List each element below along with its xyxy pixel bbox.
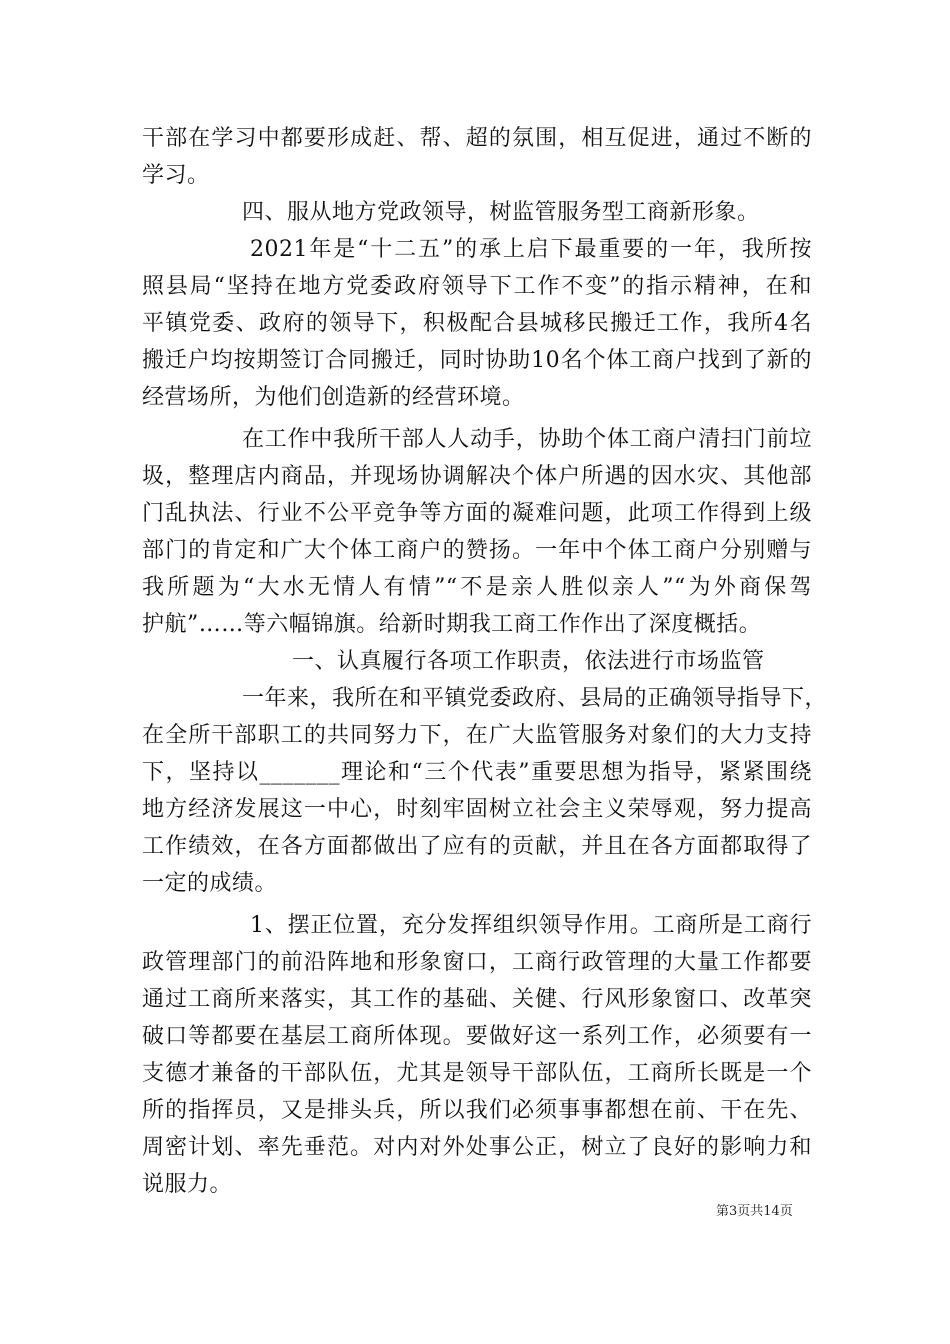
text-line: 工作绩效，在各方面都做出了应有的贡献，并且在各方面都取得了 [142,834,812,859]
text-line: 支德才兼备的干部队伍，尤其是领导干部队伍，工商所长既是一个 [142,1061,812,1086]
text-line: 平镇党委、政府的领导下，积极配合县城移民搬迁工作，我所4名 [142,311,812,336]
section-heading [142,194,812,231]
text-line: 门乱执法、行业不公平竞争等方面的凝难问题，此项工作得到上级 [142,501,812,526]
text-line: 地方经济发展这一中心，时刻牢固树立社会主义荣辱观，努力提高 [142,797,812,822]
text-line: 破口等都要在基层工商所体现。要做好这一系列工作，必须要有一 [142,1024,812,1049]
text-line: 一定的成绩。 [142,871,278,896]
text-line: 圾，整理店内商品，并现场协调解决个体户所遇的因水灾、其他部 [142,464,812,489]
text-line: 学习。 [142,163,210,188]
text-line: 一、认真履行各项工作职责，依法进行市场监管 [292,649,765,674]
paragraph [142,421,812,643]
text-line: 通过工商所来落实，其工作的基础、关健、行风形象窗口、改革突 [142,987,812,1012]
text-line: 在全所干部职工的共同努力下，在广大监管服务对象们的大力支持 [142,723,812,748]
text-line: 1、摆正位置，充分发挥组织领导作用。工商所是工商行 [250,913,812,938]
text-line: 政管理部门的前沿阵地和形象窗口，工商行政管理的大量工作都要 [142,950,812,975]
document-body [142,120,828,1203]
text-line: 搬迁户均按期签订合同搬迁，同时协助10名个体工商户找到了新的 [142,348,812,373]
text-line: 部门的肯定和广大个体工商户的赞扬。一年中个体工商户分别赠与 [142,538,812,563]
text-line: 照县局“坚持在地方党委政府领导下工作不变”的指示精神，在和 [142,274,812,299]
section-heading [142,643,812,680]
text-line: 2021年是“十二五”的承上启下最重要的一年，我所按 [250,237,812,262]
text-line: 在工作中我所干部人人动手，协助个体工商户清扫门前垃 [242,427,812,452]
page-number: 第3页共14页 [716,1204,793,1219]
text-line: 下，坚持以_______理论和“三个代表”重要思想为指导，紧紧围绕 [142,760,812,785]
paragraph [142,907,812,1203]
text-line: 说服力。 [142,1172,233,1197]
text-line: 周密计划、率先垂范。对内对外处事公正，树立了良好的影响力和 [142,1135,812,1160]
text-line: 我所题为“大水无情人有情”“不是亲人胜似亲人”“为外商保驾 [142,575,812,600]
text-line: 经营场所，为他们创造新的经营环境。 [142,385,525,410]
text-line: 四、服从地方党政领导，树监管服务型工商新形象。 [242,200,760,225]
text-line: 所的指挥员，又是排头兵，所以我们必须事事都想在前、干在先、 [142,1098,812,1123]
paragraph [142,680,828,902]
paragraph [142,231,812,416]
paragraph [142,120,812,194]
text-line: 一年来，我所在和平镇党委政府、县局的正确领导指导下， [242,686,828,711]
text-line: 干部在学习中都要形成赶、帮、超的氛围，相互促进，通过不断的 [142,126,812,151]
text-line: 护航”……等六幅锦旗。给新时期我工商工作作出了深度概括。 [142,612,762,637]
